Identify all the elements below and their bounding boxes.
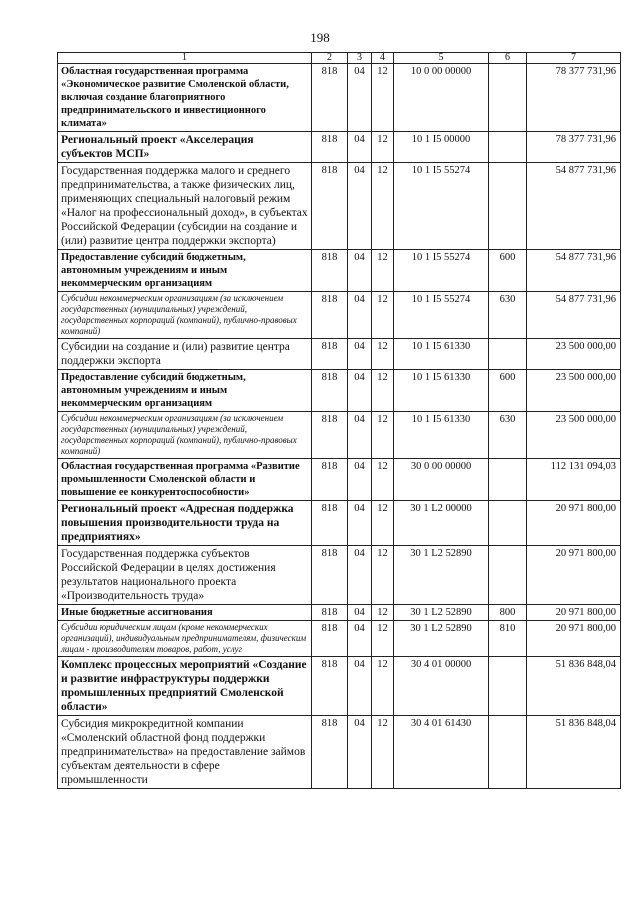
header-cell: 4 <box>372 53 394 64</box>
row-code-cell <box>489 339 527 370</box>
table-row <box>58 657 621 716</box>
row-code-cell: 12 <box>372 459 394 501</box>
row-code-cell: 04 <box>348 459 372 501</box>
row-code-cell: 800 <box>489 605 527 621</box>
row-code-cell: 12 <box>372 370 394 412</box>
table-row <box>58 132 621 163</box>
row-code-cell <box>489 132 527 163</box>
row-code-cell: 12 <box>372 605 394 621</box>
row-code-cell: 12 <box>372 250 394 292</box>
row-code-cell: 04 <box>348 339 372 370</box>
row-code-cell: 04 <box>348 621 372 657</box>
row-name-cell: Предоставление субсидий бюджетным, автономным учреждениям и иным некоммерческим организациям <box>58 370 312 412</box>
row-name-cell: Субсидии некоммерческим организациям (за исключением государственных (муниципальных) учреждений, государственных корпораций (компаний), публично-правовых компаний) <box>58 412 312 459</box>
row-code-cell: 818 <box>312 657 348 716</box>
row-code-cell <box>489 163 527 250</box>
row-code-cell: 12 <box>372 132 394 163</box>
row-amount-cell: 54 877 731,96 <box>527 163 621 250</box>
row-name-cell: Предоставление субсидий бюджетным, автономным учреждениям и иным некоммерческим организациям <box>58 250 312 292</box>
row-code-cell: 10 1 I5 55274 <box>394 292 489 339</box>
row-code-cell: 12 <box>372 292 394 339</box>
row-amount-cell: 23 500 000,00 <box>527 339 621 370</box>
table-row <box>58 370 621 412</box>
row-amount-cell: 23 500 000,00 <box>527 412 621 459</box>
header-cell: 6 <box>489 53 527 64</box>
row-code-cell: 818 <box>312 412 348 459</box>
row-name-cell: Областная государственная программа «Развитие промышленности Смоленской области и повышение ее конкурентоспособности» <box>58 459 312 501</box>
row-code-cell <box>489 546 527 605</box>
row-code-cell: 12 <box>372 501 394 546</box>
row-amount-cell: 20 971 800,00 <box>527 501 621 546</box>
row-code-cell: 30 1 L2 52890 <box>394 546 489 605</box>
row-code-cell: 818 <box>312 250 348 292</box>
row-name-cell: Государственная поддержка малого и среднего предпринимательства, а также физических лиц, применяющих специальный налоговый режим «Налог на профессиональный доход», в субъектах Российской Федерации (субсидии на создание и (или) развитие центра поддержки экспорта) <box>58 163 312 250</box>
table-row <box>58 64 621 132</box>
row-name-cell: Государственная поддержка субъектов Российской Федерации в целях достижения результатов национального проекта «Производительность труда» <box>58 546 312 605</box>
row-code-cell: 30 1 L2 52890 <box>394 621 489 657</box>
row-code-cell: 10 1 I5 61330 <box>394 370 489 412</box>
row-code-cell: 10 1 I5 00000 <box>394 132 489 163</box>
row-code-cell <box>489 716 527 789</box>
row-name-cell: Субсидии юридическим лицам (кроме некоммерческих организаций), индивидуальным предпринимателям, физическим лицам - производителям товаров, работ, услуг <box>58 621 312 657</box>
row-code-cell: 30 4 01 00000 <box>394 657 489 716</box>
row-amount-cell: 51 836 848,04 <box>527 716 621 789</box>
row-code-cell: 04 <box>348 501 372 546</box>
row-name-cell: Областная государственная программа «Экономическое развитие Смоленской области, включая создание благоприятного предпринимательского и инвестиционного климата» <box>58 64 312 132</box>
row-code-cell: 04 <box>348 292 372 339</box>
row-code-cell: 810 <box>489 621 527 657</box>
row-code-cell: 12 <box>372 546 394 605</box>
row-amount-cell: 51 836 848,04 <box>527 657 621 716</box>
row-code-cell: 600 <box>489 250 527 292</box>
row-code-cell: 818 <box>312 459 348 501</box>
row-code-cell: 04 <box>348 163 372 250</box>
row-code-cell: 12 <box>372 412 394 459</box>
row-name-cell: Субсидия микрокредитной компании «Смоленский областной фонд поддержки предпринимательства» на предоставление займов субъектам деятельности в сфере промышленности <box>58 716 312 789</box>
row-name-cell: Региональный проект «Адресная поддержка повышения производительности труда на предприятиях» <box>58 501 312 546</box>
table-row <box>58 546 621 605</box>
row-code-cell: 30 1 L2 00000 <box>394 501 489 546</box>
row-code-cell: 818 <box>312 621 348 657</box>
row-code-cell: 30 1 L2 52890 <box>394 605 489 621</box>
row-code-cell: 30 0 00 00000 <box>394 459 489 501</box>
row-code-cell: 04 <box>348 250 372 292</box>
row-amount-cell: 20 971 800,00 <box>527 621 621 657</box>
row-name-cell: Субсидии на создание и (или) развитие центра поддержки экспорта <box>58 339 312 370</box>
table-row <box>58 716 621 789</box>
row-code-cell: 04 <box>348 546 372 605</box>
row-code-cell: 818 <box>312 132 348 163</box>
row-name-cell: Региональный проект «Акселерация субъектов МСП» <box>58 132 312 163</box>
table-row <box>58 459 621 501</box>
row-code-cell: 818 <box>312 163 348 250</box>
row-code-cell: 10 1 I5 55274 <box>394 163 489 250</box>
header-row <box>58 53 621 64</box>
row-code-cell: 04 <box>348 716 372 789</box>
row-code-cell <box>489 64 527 132</box>
table-row <box>58 339 621 370</box>
row-code-cell: 818 <box>312 339 348 370</box>
row-code-cell: 04 <box>348 412 372 459</box>
table-row <box>58 621 621 657</box>
table-row <box>58 605 621 621</box>
row-code-cell: 818 <box>312 716 348 789</box>
row-code-cell: 04 <box>348 64 372 132</box>
row-code-cell <box>489 501 527 546</box>
row-amount-cell: 23 500 000,00 <box>527 370 621 412</box>
row-amount-cell: 112 131 094,03 <box>527 459 621 501</box>
row-code-cell: 12 <box>372 64 394 132</box>
row-amount-cell: 20 971 800,00 <box>527 605 621 621</box>
row-code-cell: 818 <box>312 501 348 546</box>
row-code-cell: 12 <box>372 716 394 789</box>
budget-table <box>57 52 621 789</box>
row-code-cell: 630 <box>489 412 527 459</box>
row-code-cell: 10 1 I5 55274 <box>394 250 489 292</box>
row-code-cell: 10 1 I5 61330 <box>394 412 489 459</box>
header-cell: 2 <box>312 53 348 64</box>
header-cell: 7 <box>527 53 621 64</box>
header-cell: 3 <box>348 53 372 64</box>
row-code-cell: 04 <box>348 132 372 163</box>
row-amount-cell: 78 377 731,96 <box>527 64 621 132</box>
table-row <box>58 501 621 546</box>
row-code-cell: 818 <box>312 546 348 605</box>
row-code-cell: 818 <box>312 605 348 621</box>
row-amount-cell: 54 877 731,96 <box>527 292 621 339</box>
row-code-cell: 12 <box>372 339 394 370</box>
row-code-cell: 630 <box>489 292 527 339</box>
table-row <box>58 163 621 250</box>
row-code-cell: 818 <box>312 370 348 412</box>
row-code-cell: 10 0 00 00000 <box>394 64 489 132</box>
row-amount-cell: 20 971 800,00 <box>527 546 621 605</box>
row-code-cell <box>489 657 527 716</box>
row-code-cell: 818 <box>312 292 348 339</box>
table-row <box>58 292 621 339</box>
table-row <box>58 250 621 292</box>
table-row <box>58 412 621 459</box>
row-code-cell: 30 4 01 61430 <box>394 716 489 789</box>
row-amount-cell: 78 377 731,96 <box>527 132 621 163</box>
header-cell: 1 <box>58 53 312 64</box>
row-name-cell: Субсидии некоммерческим организациям (за исключением государственных (муниципальных) учреждений, государственных корпораций (компаний), публично-правовых компаний) <box>58 292 312 339</box>
row-name-cell: Иные бюджетные ассигнования <box>58 605 312 621</box>
row-code-cell: 04 <box>348 657 372 716</box>
row-name-cell: Комплекс процессных мероприятий «Создание и развитие инфраструктуры поддержки промышленных предприятий Смоленской области» <box>58 657 312 716</box>
row-code-cell: 04 <box>348 605 372 621</box>
row-code-cell: 04 <box>348 370 372 412</box>
row-code-cell <box>489 459 527 501</box>
row-code-cell: 818 <box>312 64 348 132</box>
row-code-cell: 12 <box>372 621 394 657</box>
row-code-cell: 10 1 I5 61330 <box>394 339 489 370</box>
header-cell: 5 <box>394 53 489 64</box>
row-code-cell: 600 <box>489 370 527 412</box>
page-number: 198 <box>310 30 330 45</box>
row-code-cell: 12 <box>372 163 394 250</box>
row-amount-cell: 54 877 731,96 <box>527 250 621 292</box>
row-code-cell: 12 <box>372 657 394 716</box>
